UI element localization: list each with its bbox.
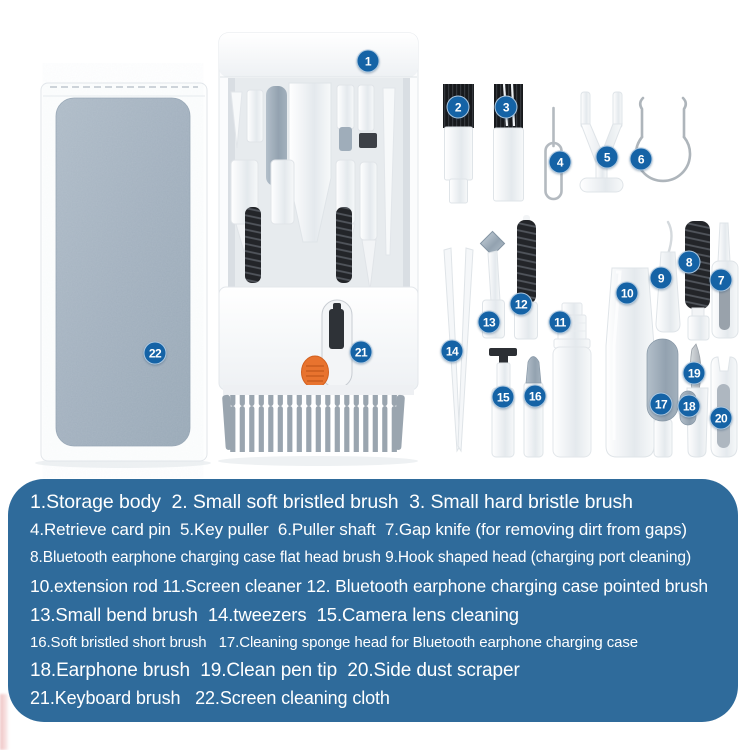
item-badge-16: 16: [524, 385, 547, 408]
legend-line-8: 21.Keyboard brush 22.Screen cleaning cloth: [30, 688, 390, 709]
item-badge-20: 20: [710, 407, 733, 430]
item-badge-5: 5: [596, 146, 619, 169]
legend-line-4: 10.extension rod 11.Screen cleaner 12. Bluetooth earphone charging case pointed brush: [30, 575, 709, 596]
item-badge-9: 9: [650, 267, 673, 290]
item-badge-6: 6: [630, 148, 653, 171]
orange-slider-button: [302, 356, 329, 388]
background-artifact: [0, 694, 9, 750]
item-badge-14: 14: [441, 340, 464, 363]
legend-line-3: 8.Bluetooth earphone charging case flat head brush 9.Hook shaped head (charging port cleaning): [30, 549, 692, 567]
case-shadow: [218, 456, 418, 466]
storage-body-case: [219, 33, 418, 452]
item-badge-17: 17: [650, 393, 673, 416]
item-badge-8: 8: [678, 251, 701, 274]
item-badge-15: 15: [492, 386, 515, 409]
legend-panel: [8, 479, 738, 722]
legend-line-5: 13.Small bend brush 14.tweezers 15.Camera lens cleaning: [30, 603, 519, 625]
item-badge-11: 11: [549, 311, 572, 334]
item-badge-22: 22: [144, 342, 167, 365]
item-badge-18: 18: [678, 395, 701, 418]
legend-line-7: 18.Earphone brush 19.Clean pen tip 20.Side dust scraper: [30, 659, 520, 681]
keyboard-brush: [222, 385, 414, 452]
item-badge-2: 2: [447, 96, 470, 119]
item-badge-10: 10: [616, 282, 639, 305]
pointed-spiral-brush: [515, 215, 538, 339]
item-badge-13: 13: [478, 311, 501, 334]
case-cap: [219, 33, 418, 77]
item-badge-21: 21: [350, 341, 373, 364]
item-badge-12: 12: [510, 293, 533, 316]
screen-cloth-case: [41, 83, 207, 461]
slider-panel: [219, 287, 418, 390]
legend-line-2: 4.Retrieve card pin 5.Key puller 6.Puller shaft 7.Gap knife (for removing dirt from gaps): [30, 520, 687, 540]
item-badge-7: 7: [710, 269, 733, 292]
item-badge-4: 4: [549, 151, 572, 174]
flat-head-spiral-brush: [685, 221, 710, 340]
item-badge-1: 1: [357, 50, 380, 73]
item-badge-19: 19: [683, 362, 706, 385]
legend-line-6: 16.Soft bristled short brush 17.Cleaning sponge head for Bluetooth earphone charging case: [30, 634, 638, 652]
case-interior-tools: [228, 78, 410, 300]
key-puller: [580, 92, 623, 192]
legend-line-1: 1.Storage body 2. Small soft bristled brush 3. Small hard bristle brush: [30, 490, 633, 513]
item-badge-3: 3: [495, 96, 518, 119]
